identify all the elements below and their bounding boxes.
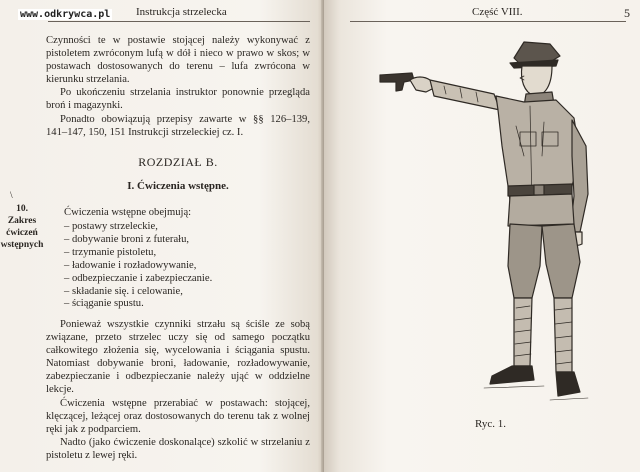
intro-paragraph: Czynności te w postawie stojącej należy wykonywać z pistoletem zwróconym lufą w dół i nieco w prawo w skos; w postawach dostosowanych do terenu – lufa zwrócona w kierunku strzelania. bbox=[46, 35, 310, 86]
running-head-left: Instrukcja strzelecka bbox=[136, 6, 227, 18]
right-page bbox=[324, 0, 640, 472]
list-item: – ściąganie spustu. bbox=[64, 298, 212, 311]
list-intro: Ćwiczenia wstępne obejmują: bbox=[64, 207, 192, 218]
margin-tick: \ bbox=[10, 191, 13, 201]
margin-note-line: wstępnych bbox=[0, 240, 44, 250]
intro-text bbox=[46, 34, 310, 139]
list-item: – trzymanie pistoletu, bbox=[64, 247, 212, 260]
soldier-pistol-illustration bbox=[374, 36, 604, 416]
running-head-right: Część VIII. bbox=[472, 6, 523, 18]
list-item: – odbezpieczanie i zabezpieczanie. bbox=[64, 273, 212, 286]
intro-paragraph: Po ukończeniu strzelania instruktor ponownie przegląda broń i magazynki. bbox=[46, 87, 310, 112]
margin-note-line: Zakres bbox=[7, 216, 37, 226]
intro-paragraph: Ponadto obowiązują przepisy zawarte w §§ 126–139, 141–147, 150, 151 Instrukcji strzeleckiej cz. I. bbox=[46, 113, 310, 138]
figure-caption: Ryc. 1. bbox=[475, 418, 507, 430]
watermark: www.odkrywca.pl bbox=[20, 9, 111, 20]
chapter-heading: ROZDZIAŁ B. bbox=[138, 155, 218, 169]
exercise-list bbox=[64, 221, 212, 311]
margin-note bbox=[0, 191, 44, 251]
section-heading: I. Ćwiczenia wstępne. bbox=[127, 180, 229, 192]
closing-paragraph: Ponieważ wszystkie czynniki strzału są ściśle ze sobą związane, przeto strzelec uczy się od samego początku całkowitego złożenia się, wycelowania i ściągania spustu. Natomiast dobywanie broni, ładowanie, rozładowywanie, zabezpieczanie i odbezpieczanie należy ująć w oddzielne lekcje. bbox=[46, 319, 310, 396]
list-item: – dobywanie broni z futerału, bbox=[64, 234, 212, 247]
closing-text bbox=[46, 318, 310, 462]
margin-note-number: 10. bbox=[16, 204, 28, 214]
margin-note-line: ćwiczeń bbox=[6, 228, 38, 238]
closing-paragraph: Nadto (jako ćwiczenie doskonalące) szkolić w strzelaniu z pistoletu z lewej ręki. bbox=[46, 436, 310, 461]
closing-paragraph: Ćwiczenia wstępne przerabiać w postawach: stojącej, klęczącej, leżącej oraz dostosowanych do terenu tak z wolnej ręki jak z podparciem. bbox=[46, 397, 310, 435]
header-rule-left bbox=[48, 21, 310, 22]
page-number: 5 bbox=[624, 6, 630, 20]
list-item: – składanie się. i celowanie, bbox=[64, 286, 212, 299]
list-item: – ładowanie i rozładowywanie, bbox=[64, 260, 212, 273]
list-item: – postawy strzeleckie, bbox=[64, 221, 212, 234]
header-rule-right bbox=[350, 21, 626, 22]
